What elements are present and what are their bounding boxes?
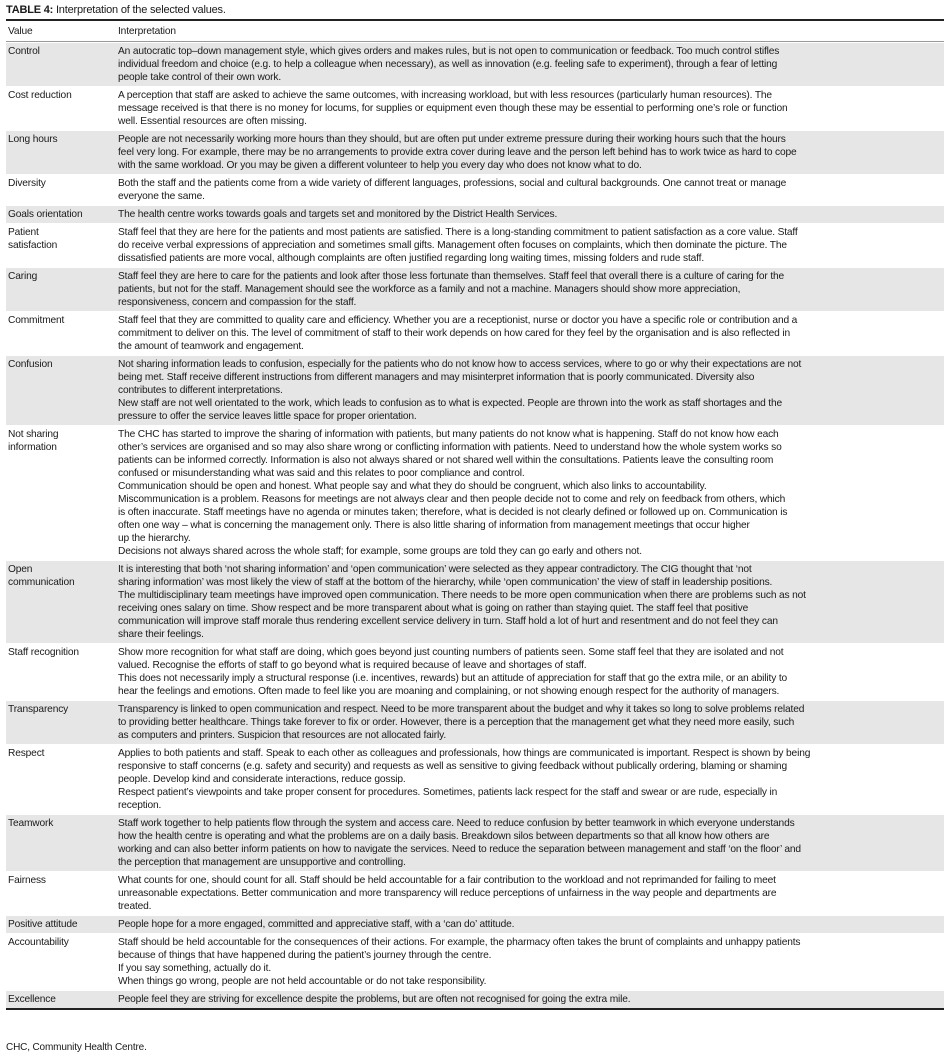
interpretation-line: communication will improve staff morale thus rendering excellent service delivery in turn. Staff hold a lot of hurt and resentment and do not feel they can bbox=[118, 616, 778, 627]
interpretation-line: Decisions not always shared across the whole staff; for example, some groups are told they can go early and others not. bbox=[118, 546, 642, 557]
value-cell bbox=[6, 563, 118, 641]
interpretation-line: working and can also better inform patients on how to navigate the services. Need to reduce the separation between management and staff ‘on the floor’ and bbox=[118, 844, 801, 855]
interpretation-line: being met. Staff receive different instructions from different managers and may misinterpret information that is poorly communicated. Diversity also bbox=[118, 372, 755, 383]
table-row bbox=[6, 42, 944, 86]
table-row bbox=[6, 267, 944, 311]
value-text: Cost reduction bbox=[8, 90, 72, 101]
interpretation-line: hear the feelings and emotions. Often made to feel like you are moaning and complaining, or not showing enough respect for the authority of managers. bbox=[118, 686, 780, 697]
value-cell bbox=[6, 89, 118, 128]
interpretation-line: responsive to staff concerns (e.g. safety and security) and requests as well as sensitive to giving feedback without publically ordering, blaming or shaming bbox=[118, 761, 787, 772]
interpretation-cell bbox=[118, 208, 944, 221]
table-caption bbox=[6, 4, 226, 16]
value-cell bbox=[6, 226, 118, 265]
interpretation-cell bbox=[118, 358, 944, 423]
interpretation-line: often one way – what is concerning the management only. There is also little sharing of information from management meetings that occur higher bbox=[118, 520, 750, 531]
interpretation-line: Staff feel they are here to care for the patients and look after those less fortunate than themselves. Staff feel that overall there is a culture of caring for the bbox=[118, 271, 785, 282]
interpretation-cell bbox=[118, 646, 944, 698]
interpretation-line: People are not necessarily working more hours than they should, but are often put under extreme pressure during their working hours such that the hours bbox=[118, 134, 786, 145]
interpretation-line: is often inaccurate. Staff meetings have no agenda or minutes taken; therefore, what is decided is not clearly defined or followed up on. Communication is bbox=[118, 507, 788, 518]
interpretation-line: commitment to deliver on this. The level of commitment of staff to their work depends on how cared for they feel by the organisation and is also reflected in bbox=[118, 328, 791, 339]
value-cell bbox=[6, 428, 118, 558]
value-text: Commitment bbox=[8, 315, 65, 326]
interpretation-line: Respect patient’s viewpoints and take proper consent for procedures. Sometimes, patients lack respect for the staff and swear or are rude, especially in bbox=[118, 787, 778, 798]
interpretation-line: because of things that have happened during the patient’s journey through the centre. bbox=[118, 950, 492, 961]
value-cell bbox=[6, 874, 118, 913]
interpretation-line: When things go wrong, people are not held accountable or do not take responsibility. bbox=[118, 976, 487, 987]
table-row bbox=[6, 86, 944, 130]
value-cell bbox=[6, 918, 118, 931]
value-cell bbox=[6, 314, 118, 353]
table-row bbox=[6, 871, 944, 915]
value-text: Confusion bbox=[8, 359, 53, 370]
interpretation-cell bbox=[118, 874, 944, 913]
table-row bbox=[6, 355, 944, 425]
interpretation-line: valued. Recognise the efforts of staff to go beyond what is required because of leave and shortages of staff. bbox=[118, 660, 587, 671]
interpretation-line: A perception that staff are asked to achieve the same outcomes, with increasing workload, but with less resources (particularly human resources). The bbox=[118, 90, 772, 101]
interpretation-cell bbox=[118, 918, 944, 931]
value-text: Respect bbox=[8, 748, 45, 759]
interpretation-line: An autocratic top–down management style, which gives orders and makes rules, but is not open to communication or feedback. Too much control stifles bbox=[118, 46, 780, 57]
interpretation-cell bbox=[118, 936, 944, 988]
interpretation-line: patients, but not for the staff. Management should see the workforce as a family and not a machine. Managers should show more appreciation, bbox=[118, 284, 741, 295]
interpretation-line: do receive verbal expressions of appreciation and sometimes small gifts. Management often focuses on complaints, which then dominate the picture. The bbox=[118, 240, 787, 251]
value-text: Long hours bbox=[8, 134, 58, 145]
interpretation-cell bbox=[118, 226, 944, 265]
table-row bbox=[6, 425, 944, 560]
interpretation-cell bbox=[118, 563, 944, 641]
value-text: Patient bbox=[8, 227, 39, 238]
interpretation-cell bbox=[118, 703, 944, 742]
value-cell bbox=[6, 703, 118, 742]
interpretation-line: receiving ones salary on time. Show respect and be more transparent about what is going on rather than staying quiet. The staff feel that positive bbox=[118, 603, 749, 614]
interpretation-line: confused or misunderstanding what was said and this relates to poor compliance and control. bbox=[118, 468, 525, 479]
value-text: Transparency bbox=[8, 704, 69, 715]
value-cell bbox=[6, 177, 118, 203]
header-interpretation: Interpretation bbox=[118, 26, 176, 37]
interpretation-line: with the same workload. Or you may be given a different volunteer to help you every day who does not know what to do. bbox=[118, 160, 642, 171]
interpretation-line: responsiveness, concern and compassion for the staff. bbox=[118, 297, 357, 308]
value-cell bbox=[6, 936, 118, 988]
value-cell bbox=[6, 208, 118, 221]
interpretation-line: patients can be informed correctly. Information is also not always shared or not shared well within the consultations. Patients leave the consulting room bbox=[118, 455, 774, 466]
interpretation-line: Miscommunication is a problem. Reasons for meetings are not always clear and then people decide not to come and rely on feedback from others, which bbox=[118, 494, 786, 505]
value-cell bbox=[6, 817, 118, 869]
interpretation-line: People hope for a more engaged, committed and appreciative staff, with a ‘can do’ attitude. bbox=[118, 919, 515, 930]
value-text: Accountability bbox=[8, 937, 69, 948]
interpretation-line: New staff are not well orientated to the work, which leads to confusion as to what is expected. People are thrown into the work as staff shortages and the bbox=[118, 398, 783, 409]
table-row bbox=[6, 643, 944, 700]
interpretation-line: other’s services are organised and so may also share wrong or conflicting information with patients. Need to understand how the whole system works so bbox=[118, 442, 782, 453]
interpretation-line: as computers and printers. Suspicion that resources are not allocated fairly. bbox=[118, 730, 447, 741]
interpretation-cell bbox=[118, 428, 944, 558]
interpretation-line: Communication should be open and honest. What people say and what they do should be congruent, which also links to accountability. bbox=[118, 481, 707, 492]
interpretation-line: The multidisciplinary team meetings have improved open communication. There needs to be more open communication when there are problems such as not bbox=[118, 590, 806, 601]
table-row bbox=[6, 933, 944, 990]
table-row bbox=[6, 990, 944, 1008]
interpretation-line: people. Develop kind and considerate interactions, reduce gossip. bbox=[118, 774, 406, 785]
interpretation-cell bbox=[118, 747, 944, 812]
interpretation-line: treated. bbox=[118, 901, 152, 912]
interpretation-line: unreasonable expectations. Better communication and more transparency will reduce perceptions of unfairness in the way people and departments are bbox=[118, 888, 777, 899]
interpretation-line: Not sharing information leads to confusion, especially for the patients who do not know how to access services, where to go or why their expectations are not bbox=[118, 359, 802, 370]
value-text: Diversity bbox=[8, 178, 46, 189]
value-text: Goals orientation bbox=[8, 209, 83, 220]
table-label: TABLE 4: bbox=[6, 4, 54, 16]
interpretation-line: People feel they are striving for excellence despite the problems, but are often not recognised for going the extra mile. bbox=[118, 994, 631, 1005]
values-table bbox=[6, 19, 944, 1010]
value-text: information bbox=[8, 442, 57, 453]
table-row bbox=[6, 223, 944, 267]
interpretation-cell bbox=[118, 270, 944, 309]
interpretation-line: This does not necessarily imply a structural response (i.e. incentives, rewards) but an attitude of appreciation for staff that go the extra mile, or an ability to bbox=[118, 673, 788, 684]
interpretation-line: reception. bbox=[118, 800, 162, 811]
interpretation-line: sharing information’ was most likely the view of staff at the bottom of the hierarchy, while ‘open communication’ the view of staff in leadership positions. bbox=[118, 577, 773, 588]
value-text: Open bbox=[8, 564, 33, 575]
header-value: Value bbox=[8, 26, 33, 37]
value-text: Not sharing bbox=[8, 429, 59, 440]
interpretation-line: If you say something, actually do it. bbox=[118, 963, 272, 974]
interpretation-line: people take control of their own work. bbox=[118, 72, 282, 83]
value-text: communication bbox=[8, 577, 75, 588]
interpretation-line: feel very long. For example, there may be no arrangements to provide extra cover during leave and the person left behind has to work twice as hard to cope bbox=[118, 147, 797, 158]
table-title: Interpretation of the selected values. bbox=[53, 4, 226, 16]
interpretation-line: how the health centre is operating and what the problems are on a daily basis. Breakdown silos between departments so that all know how others are bbox=[118, 831, 770, 842]
table-footnote: CHC, Community Health Centre. bbox=[6, 1042, 147, 1053]
interpretation-line: Staff should be held accountable for the consequences of their actions. For example, the pharmacy often takes the brunt of complaints and unhappy patients bbox=[118, 937, 801, 948]
value-cell bbox=[6, 646, 118, 698]
table-row bbox=[6, 744, 944, 814]
interpretation-line: dissatisfied patients are more vocal, although complaints are often justified regarding long waiting times, missing folders and rude staff. bbox=[118, 253, 705, 264]
interpretation-cell bbox=[118, 314, 944, 353]
interpretation-line: Staff feel that they are here for the patients and most patients are satisfied. There is a long-standing commitment to patient satisfaction as a core value. Staff bbox=[118, 227, 798, 238]
value-text: Teamwork bbox=[8, 818, 54, 829]
interpretation-line: pressure to offer the service leaves little space for proper orientation. bbox=[118, 411, 417, 422]
interpretation-line: individual freedom and choice (e.g. to help a colleague when necessary), as well as innovation (e.g. feeling safe to experiment), through a fear of letting bbox=[118, 59, 778, 70]
value-cell bbox=[6, 993, 118, 1006]
table-row bbox=[6, 311, 944, 355]
interpretation-line: Show more recognition for what staff are doing, which goes beyond just counting numbers of patients seen. Some staff feel that they are isolated and not bbox=[118, 647, 784, 658]
interpretation-line: Both the staff and the patients come from a wide variety of different languages, professions, social and cultural backgrounds. One cannot treat or manage bbox=[118, 178, 787, 189]
value-text: satisfaction bbox=[8, 240, 58, 251]
interpretation-line: the perception that management are unsupportive and controlling. bbox=[118, 857, 406, 868]
table-row bbox=[6, 915, 944, 933]
interpretation-line: Transparency is linked to open communication and respect. Need to be more transparent about the budget and why it takes so long to solve problems related bbox=[118, 704, 805, 715]
interpretation-cell bbox=[118, 177, 944, 203]
interpretation-cell bbox=[118, 89, 944, 128]
table-row bbox=[6, 560, 944, 643]
table-row bbox=[6, 174, 944, 205]
interpretation-line: well. Essential resources are often missing. bbox=[118, 116, 307, 127]
interpretation-line: everyone the same. bbox=[118, 191, 205, 202]
table-header-row bbox=[6, 21, 944, 42]
interpretation-line: What counts for one, should count for all. Staff should be held accountable for a fair contribution to the workload and not reprimanded for failing to meet bbox=[118, 875, 776, 886]
interpretation-cell bbox=[118, 993, 944, 1006]
interpretation-line: Staff feel that they are committed to quality care and efficiency. Whether you are a receptionist, nurse or doctor you have a specific role or contribution and a bbox=[118, 315, 798, 326]
value-text: Positive attitude bbox=[8, 919, 78, 930]
interpretation-line: The health centre works towards goals and targets set and monitored by the District Health Services. bbox=[118, 209, 558, 220]
interpretation-line: It is interesting that both ‘not sharing information’ and ‘open communication’ were selected as they appear contradictory. The CIG thought that ‘not bbox=[118, 564, 752, 575]
interpretation-line: The CHC has started to improve the sharing of information with patients, but many patients do not know what is happening. Staff do not know how each bbox=[118, 429, 779, 440]
value-cell bbox=[6, 747, 118, 812]
interpretation-cell bbox=[118, 817, 944, 869]
value-cell bbox=[6, 133, 118, 172]
interpretation-cell bbox=[118, 45, 944, 84]
value-text: Excellence bbox=[8, 994, 56, 1005]
value-text: Caring bbox=[8, 271, 38, 282]
value-cell bbox=[6, 358, 118, 423]
interpretation-cell bbox=[118, 133, 944, 172]
value-cell bbox=[6, 45, 118, 84]
interpretation-line: contributes to different interpretations. bbox=[118, 385, 283, 396]
table-row bbox=[6, 700, 944, 744]
interpretation-line: up the hierarchy. bbox=[118, 533, 191, 544]
interpretation-line: the amount of teamwork and engagement. bbox=[118, 341, 304, 352]
interpretation-line: message received is that there is no money for locums, for supplies or equipment even though these may be essential to performing one’s role or function bbox=[118, 103, 788, 114]
interpretation-line: Staff work together to help patients flow through the system and access care. Need to reduce confusion by better teamwork in which everyone understands bbox=[118, 818, 795, 829]
table-row bbox=[6, 205, 944, 223]
value-text: Fairness bbox=[8, 875, 46, 886]
interpretation-line: share their feelings. bbox=[118, 629, 204, 640]
interpretation-line: to providing better healthcare. Things take forever to fix or order. However, there is a perception that the management get what they need more easily, such bbox=[118, 717, 795, 728]
value-text: Control bbox=[8, 46, 40, 57]
table-row bbox=[6, 130, 944, 174]
value-text: Staff recognition bbox=[8, 647, 79, 658]
value-cell bbox=[6, 270, 118, 309]
table-row bbox=[6, 814, 944, 871]
interpretation-line: Applies to both patients and staff. Speak to each other as colleagues and professionals, how things are communicated is important. Respect is shown by being bbox=[118, 748, 811, 759]
